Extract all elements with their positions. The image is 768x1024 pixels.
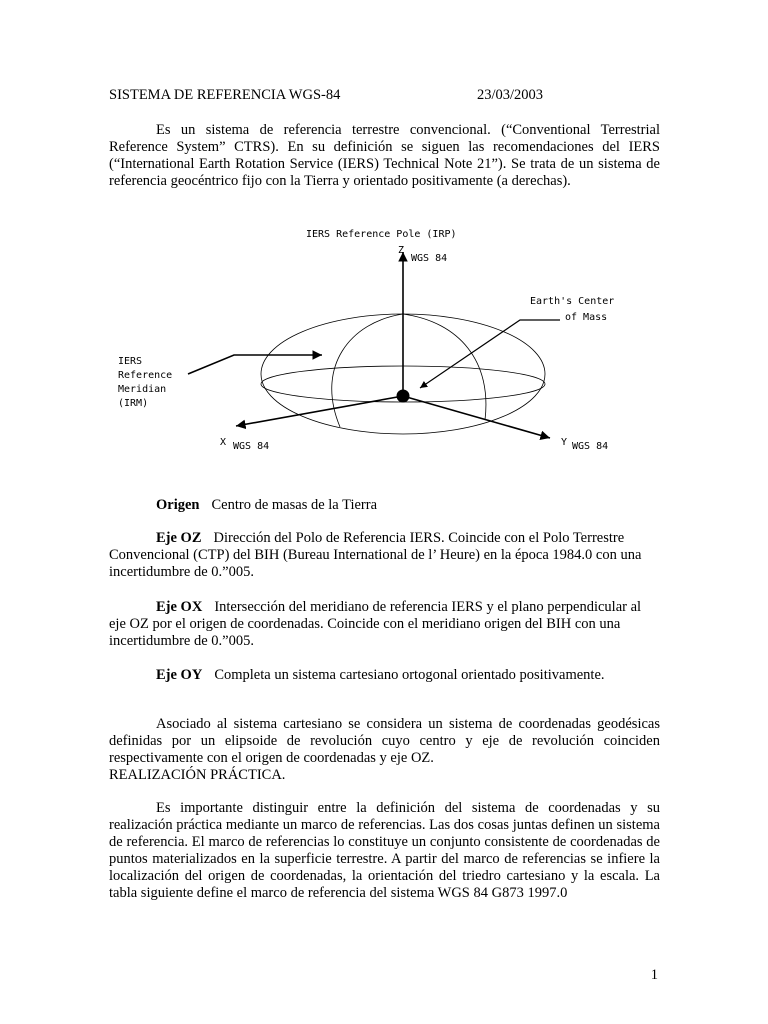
definition-term: Eje OX [156, 599, 203, 615]
definition-eje-ox [109, 599, 660, 650]
section-heading: REALIZACIÓN PRÁCTICA. [109, 767, 286, 783]
center-label-line1: Earth's Center [530, 296, 615, 307]
x-axis [236, 396, 403, 426]
x-axis-sub-label: WGS 84 [233, 441, 270, 452]
definition-text: Completa un sistema cartesiano ortogonal orientado positivamente. [214, 667, 605, 683]
meridian-label-line1: IERS [118, 356, 143, 367]
page-number: 1 [650, 967, 658, 983]
y-axis-sub-label: WGS 84 [572, 441, 609, 452]
meridian-arc [332, 314, 403, 427]
meridian-label-line3: Meridian [118, 384, 167, 395]
center-of-mass-point [397, 390, 410, 403]
definition-eje-oz [109, 530, 660, 581]
definition-origen [109, 497, 660, 514]
wgs84-axes-diagram [100, 222, 660, 462]
asociado-paragraph: Asociado al sistema cartesiano se considera un sistema de coordenadas geodésicas definidas por un elipsoide de revolución cuyo centro y eje de revolución coinciden respectivamente con el origen de coordenadas y eje OZ. [109, 716, 660, 766]
definition-text: Centro de masas de la Tierra [211, 497, 378, 513]
definition-text: Intersección del meridiano de referencia IERS y el plano perpendicular al eje OZ por el origen de coordenadas. Coincide con el meridiano origen del BIH con una incertidumbre de 0.”005. [109, 599, 642, 649]
center-pointer-line [420, 320, 560, 388]
x-axis-label: X [220, 437, 227, 448]
realizacion-paragraph: Es importante distinguir entre la definición del sistema de coordenadas y su realización práctica mediante un marco de referencias. Las dos cosas juntas definen un sistema de referencia. El marco de referencias lo constituye un conjunto consistente de coordenadas de puntos materializados en la superficie terrestre. A partir del marco de referencias se infiere la localización del origen de coordenadas, la orientación del triedro cartesiano y la escala. La tabla siguiente define el marco de referencia del sistema WGS 84 G873 1997.0 [109, 800, 660, 901]
diagram-svg [100, 222, 660, 462]
document-title: SISTEMA DE REFERENCIA WGS-84 [109, 87, 341, 103]
definition-text: Dirección del Polo de Referencia IERS. Coincide con el Polo Terrestre Convencional (CTP) del BIH (Bureau International de l’ Heure) en la época 1984.0 con una incertidumbre de 0.”005. [109, 530, 642, 580]
definition-term: Origen [156, 497, 200, 513]
document-date: 23/03/2003 [477, 87, 544, 103]
definition-term: Eje OY [156, 667, 203, 683]
document-header [109, 87, 669, 105]
meridian-label-line4: (IRM) [118, 398, 149, 409]
top-pole-label: IERS Reference Pole (IRP) [306, 229, 457, 240]
z-axis-sub-label: WGS 84 [411, 253, 448, 264]
intro-paragraph: Es un sistema de referencia terrestre convencional. (“Conventional Terrestrial Reference System” CTRS). En su definición se siguen las recomendaciones del IERS (“International Earth Rotation Service (IERS) Technical Note 21”). Se trata de un sistema de referencia geocéntrico fijo con la Tierra y orientado positivamente (a derechas). [109, 122, 660, 189]
z-axis-label: Z [398, 245, 405, 256]
center-label-line2: of Mass [565, 312, 608, 323]
definition-eje-oy [109, 667, 660, 684]
definition-term: Eje OZ [156, 530, 202, 546]
y-axis-label: Y [561, 437, 568, 448]
meridian-label-line2: Reference [118, 370, 173, 381]
